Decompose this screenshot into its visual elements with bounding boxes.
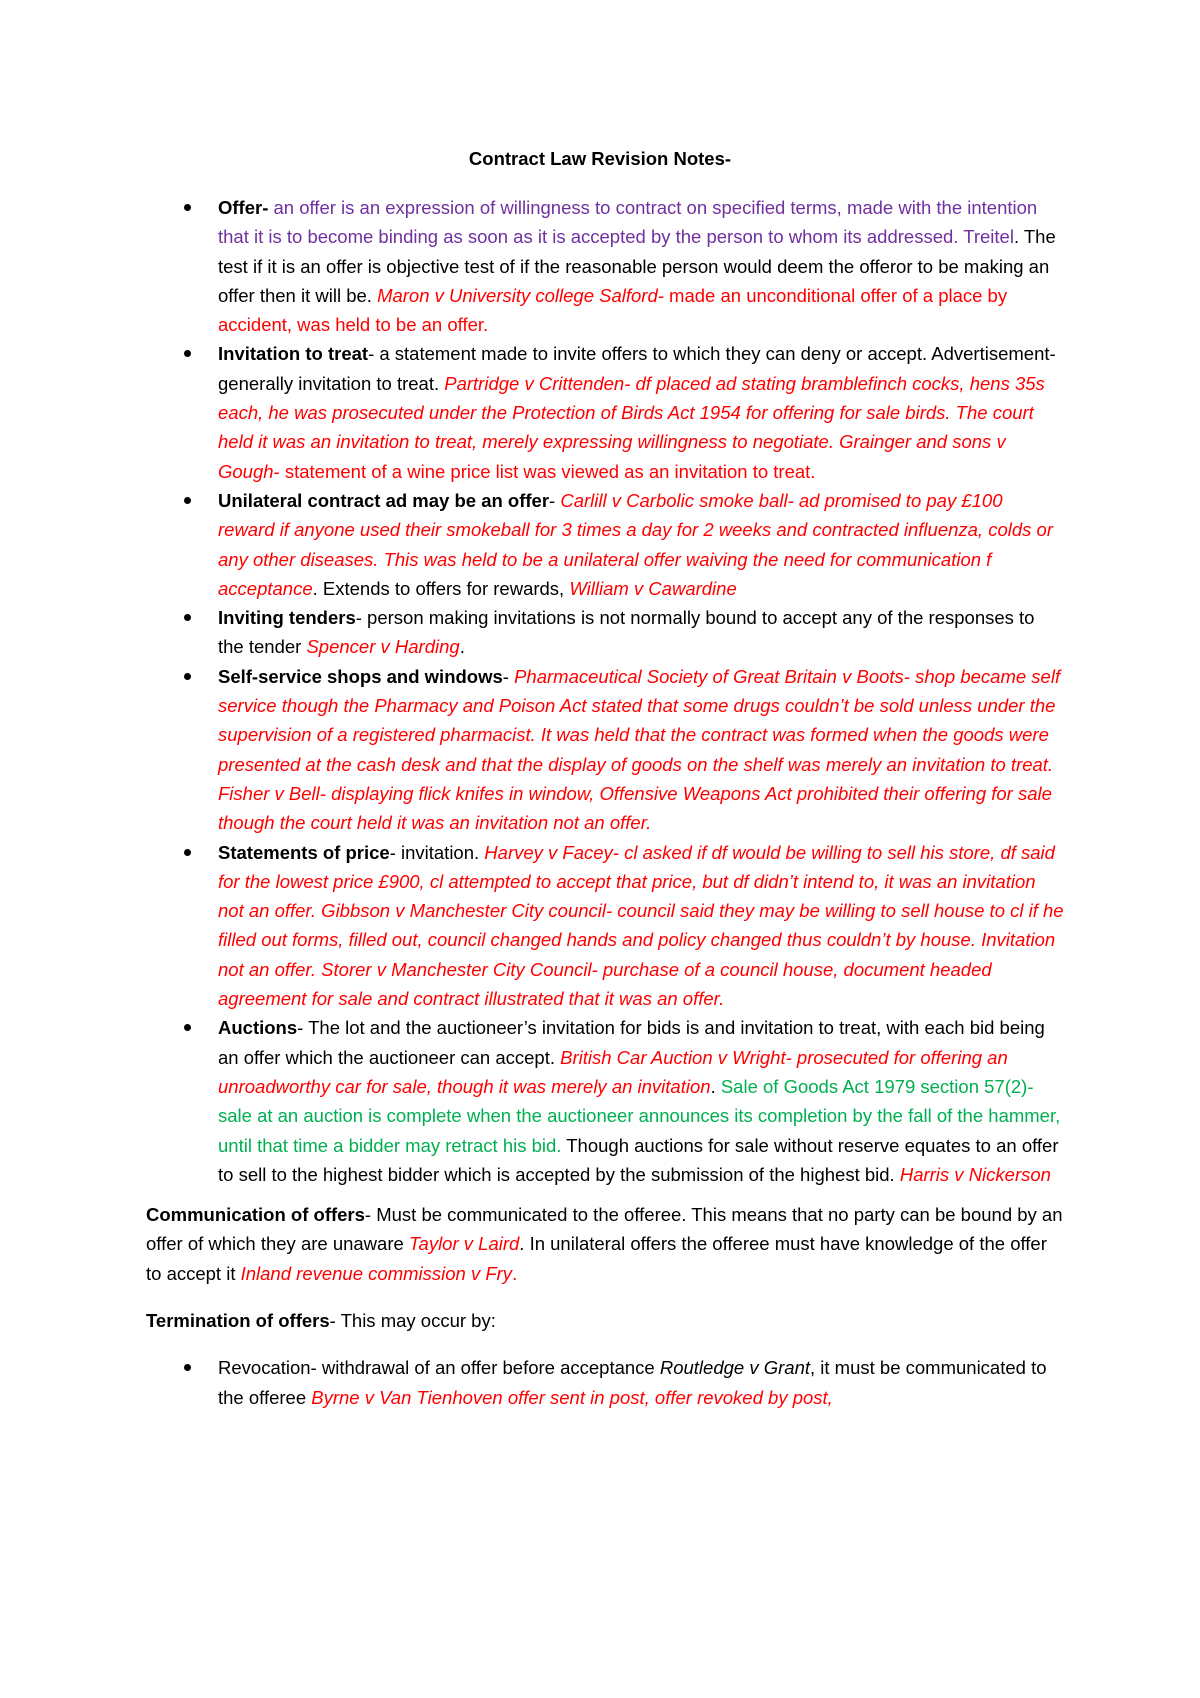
text-segment: Though auctions for sale without reserve equates to an offer to sell to the highest bidder which is accepted by the submission of the highest bid. (218, 1134, 1059, 1185)
text-segment: Partridge v Crittenden- df placed ad stating bramblefinch cocks, hens 35s each, he was prosecuted under the Protection of Birds Act 1954 for offering for sale birds. The court held it was an invitation to treat, merely expressing willingness to negotiate. Grainger and sons v Gough (218, 372, 1045, 482)
text-segment: Auctions (218, 1017, 298, 1039)
text-segment: - person making invitations is not normally bound to accept any of the responses to the tender (218, 607, 1035, 658)
text-segment: Pharmaceutical Society of Great Britain v Boots- shop became self service though the Pharmacy and Poison Act stated that some drugs couldn’t be sold unless under the supervision of a registered pharmacist. It was held that the contract was formed when the goods were presented at the cash desk and that the display of goods on the shelf was merely an invitation to treat. Fisher v Bell- displaying flick knifes in window, Offensive Weapons Act prohibited their offering for sale though the court held it was an invitation not an offer. (218, 665, 1061, 834)
text-segment: Offer- (218, 197, 274, 218)
text-segment: Sale of Goods Act 1979 section 57(2)- sale at an auction is complete when the auctioneer announces its completion by the fall of the hammer, until that time a bidder may retract his bid. (218, 1075, 1061, 1156)
text-segment: Unilateral contract ad may be an offer (218, 489, 550, 511)
text-segment: - The lot and the auctioneer’s invitation for bids is and invitation to treat, with each bid being an offer which the auctioneer can accept. (218, 1017, 1045, 1068)
text-segment: . (512, 1262, 518, 1284)
text-segment: - (502, 665, 515, 687)
text-segment: . (459, 636, 465, 658)
bullet-item (146, 1353, 1064, 1412)
bullet-item (146, 1013, 1064, 1189)
bullet-list (146, 193, 1064, 1189)
text-segment: Maron v University college Salford- (377, 284, 664, 306)
termination-bullet-list (146, 1353, 1064, 1412)
text-segment: Inviting tenders (218, 607, 356, 629)
text-segment: , it must be communicated to the offeree (218, 1357, 1047, 1408)
text-segment: . (710, 1075, 721, 1097)
text-segment: - statement of a wine price list was viewed as an invitation to treat. (273, 460, 816, 482)
bullet-item (146, 486, 1064, 603)
bullet-item (146, 193, 1064, 339)
text-segment: . The test if it is an offer is objective test of if the reasonable person would deem the offeror to be making an offer then it will be. (218, 226, 1056, 306)
text-segment: Communication of offers (146, 1204, 365, 1226)
text-segment: an offer is an expression of willingness to contract on specified terms, made with the intention that it is to become binding as soon as it is accepted by the person to whom its addressed. Treitel (218, 197, 1038, 248)
text-segment: British Car Auction v Wright- prosecuted for offering an unroadworthy car for sale, though it was merely an invitation (218, 1046, 1008, 1097)
text-segment: - invitation. (389, 841, 485, 863)
text-segment: William v Cawardine (569, 577, 737, 599)
text-segment: Termination of offers (146, 1309, 330, 1331)
bullet-item (146, 339, 1064, 485)
text-segment: Harris v Nickerson (899, 1163, 1051, 1185)
text-segment: Byrne v Van Tienhoven offer sent in post, offer revoked by post, (311, 1386, 833, 1408)
text-segment: - (549, 489, 561, 511)
text-segment: Carlill v Carbolic smoke ball- ad promised to pay £100 reward if anyone used their smokeball for 3 times a day for 2 weeks and contracted influenza, colds or any other diseases. This was held to be a unilateral offer waiving the need for communication f acceptance (218, 489, 1053, 599)
paragraph-termination-of-offers (146, 1306, 1064, 1335)
text-segment: - Must be communicated to the offeree. This means that no party can be bound by an offer of which they are unaware (146, 1204, 1063, 1255)
bullet-item (146, 838, 1064, 1014)
bullet-item (146, 603, 1064, 662)
text-segment: made an unconditional offer of a place by accident, was held to be an offer. (218, 284, 1008, 336)
document-body (146, 193, 1064, 1412)
text-segment: Spencer v Harding (306, 636, 460, 658)
text-segment: Harvey v Facey- cl asked if df would be willing to sell his store, df said for the lowest price £900, cl attempted to accept that price, but df didn’t intend to, it was an invitation not an offer. Gibbson v Manchester City council- council said they may be willing to sell house to cl if he filled out forms, filled out, council changed hands and policy changed thus couldn’t by house. Invitation not an offer. Storer v Manchester City Council- purchase of a council house, document headed agreement for sale and contract illustrated that it was an offer. (218, 841, 1064, 1010)
text-segment: Taylor v Laird (408, 1233, 520, 1255)
text-segment: Revocation- withdrawal of an offer before acceptance (218, 1357, 660, 1379)
text-segment: Routledge v Grant (659, 1357, 811, 1379)
bullet-item (146, 662, 1064, 838)
text-segment: . Extends to offers for rewards, (312, 577, 570, 599)
text-segment: - a statement made to invite offers to which they can deny or accept. Advertisement- generally invitation to treat. (218, 343, 1056, 394)
text-segment: Invitation to treat (218, 343, 369, 365)
paragraph-communication-of-offers (146, 1200, 1064, 1288)
text-segment: - This may occur by: (329, 1309, 496, 1331)
text-segment: . In unilateral offers the offeree must have knowledge of the offer to accept it (146, 1233, 1047, 1284)
text-segment: Self-service shops and windows (218, 665, 503, 687)
text-segment: Inland revenue commission v Fry (240, 1262, 513, 1284)
document-title: Contract Law Revision Notes- (468, 148, 732, 169)
text-segment: Statements of price (218, 841, 390, 863)
